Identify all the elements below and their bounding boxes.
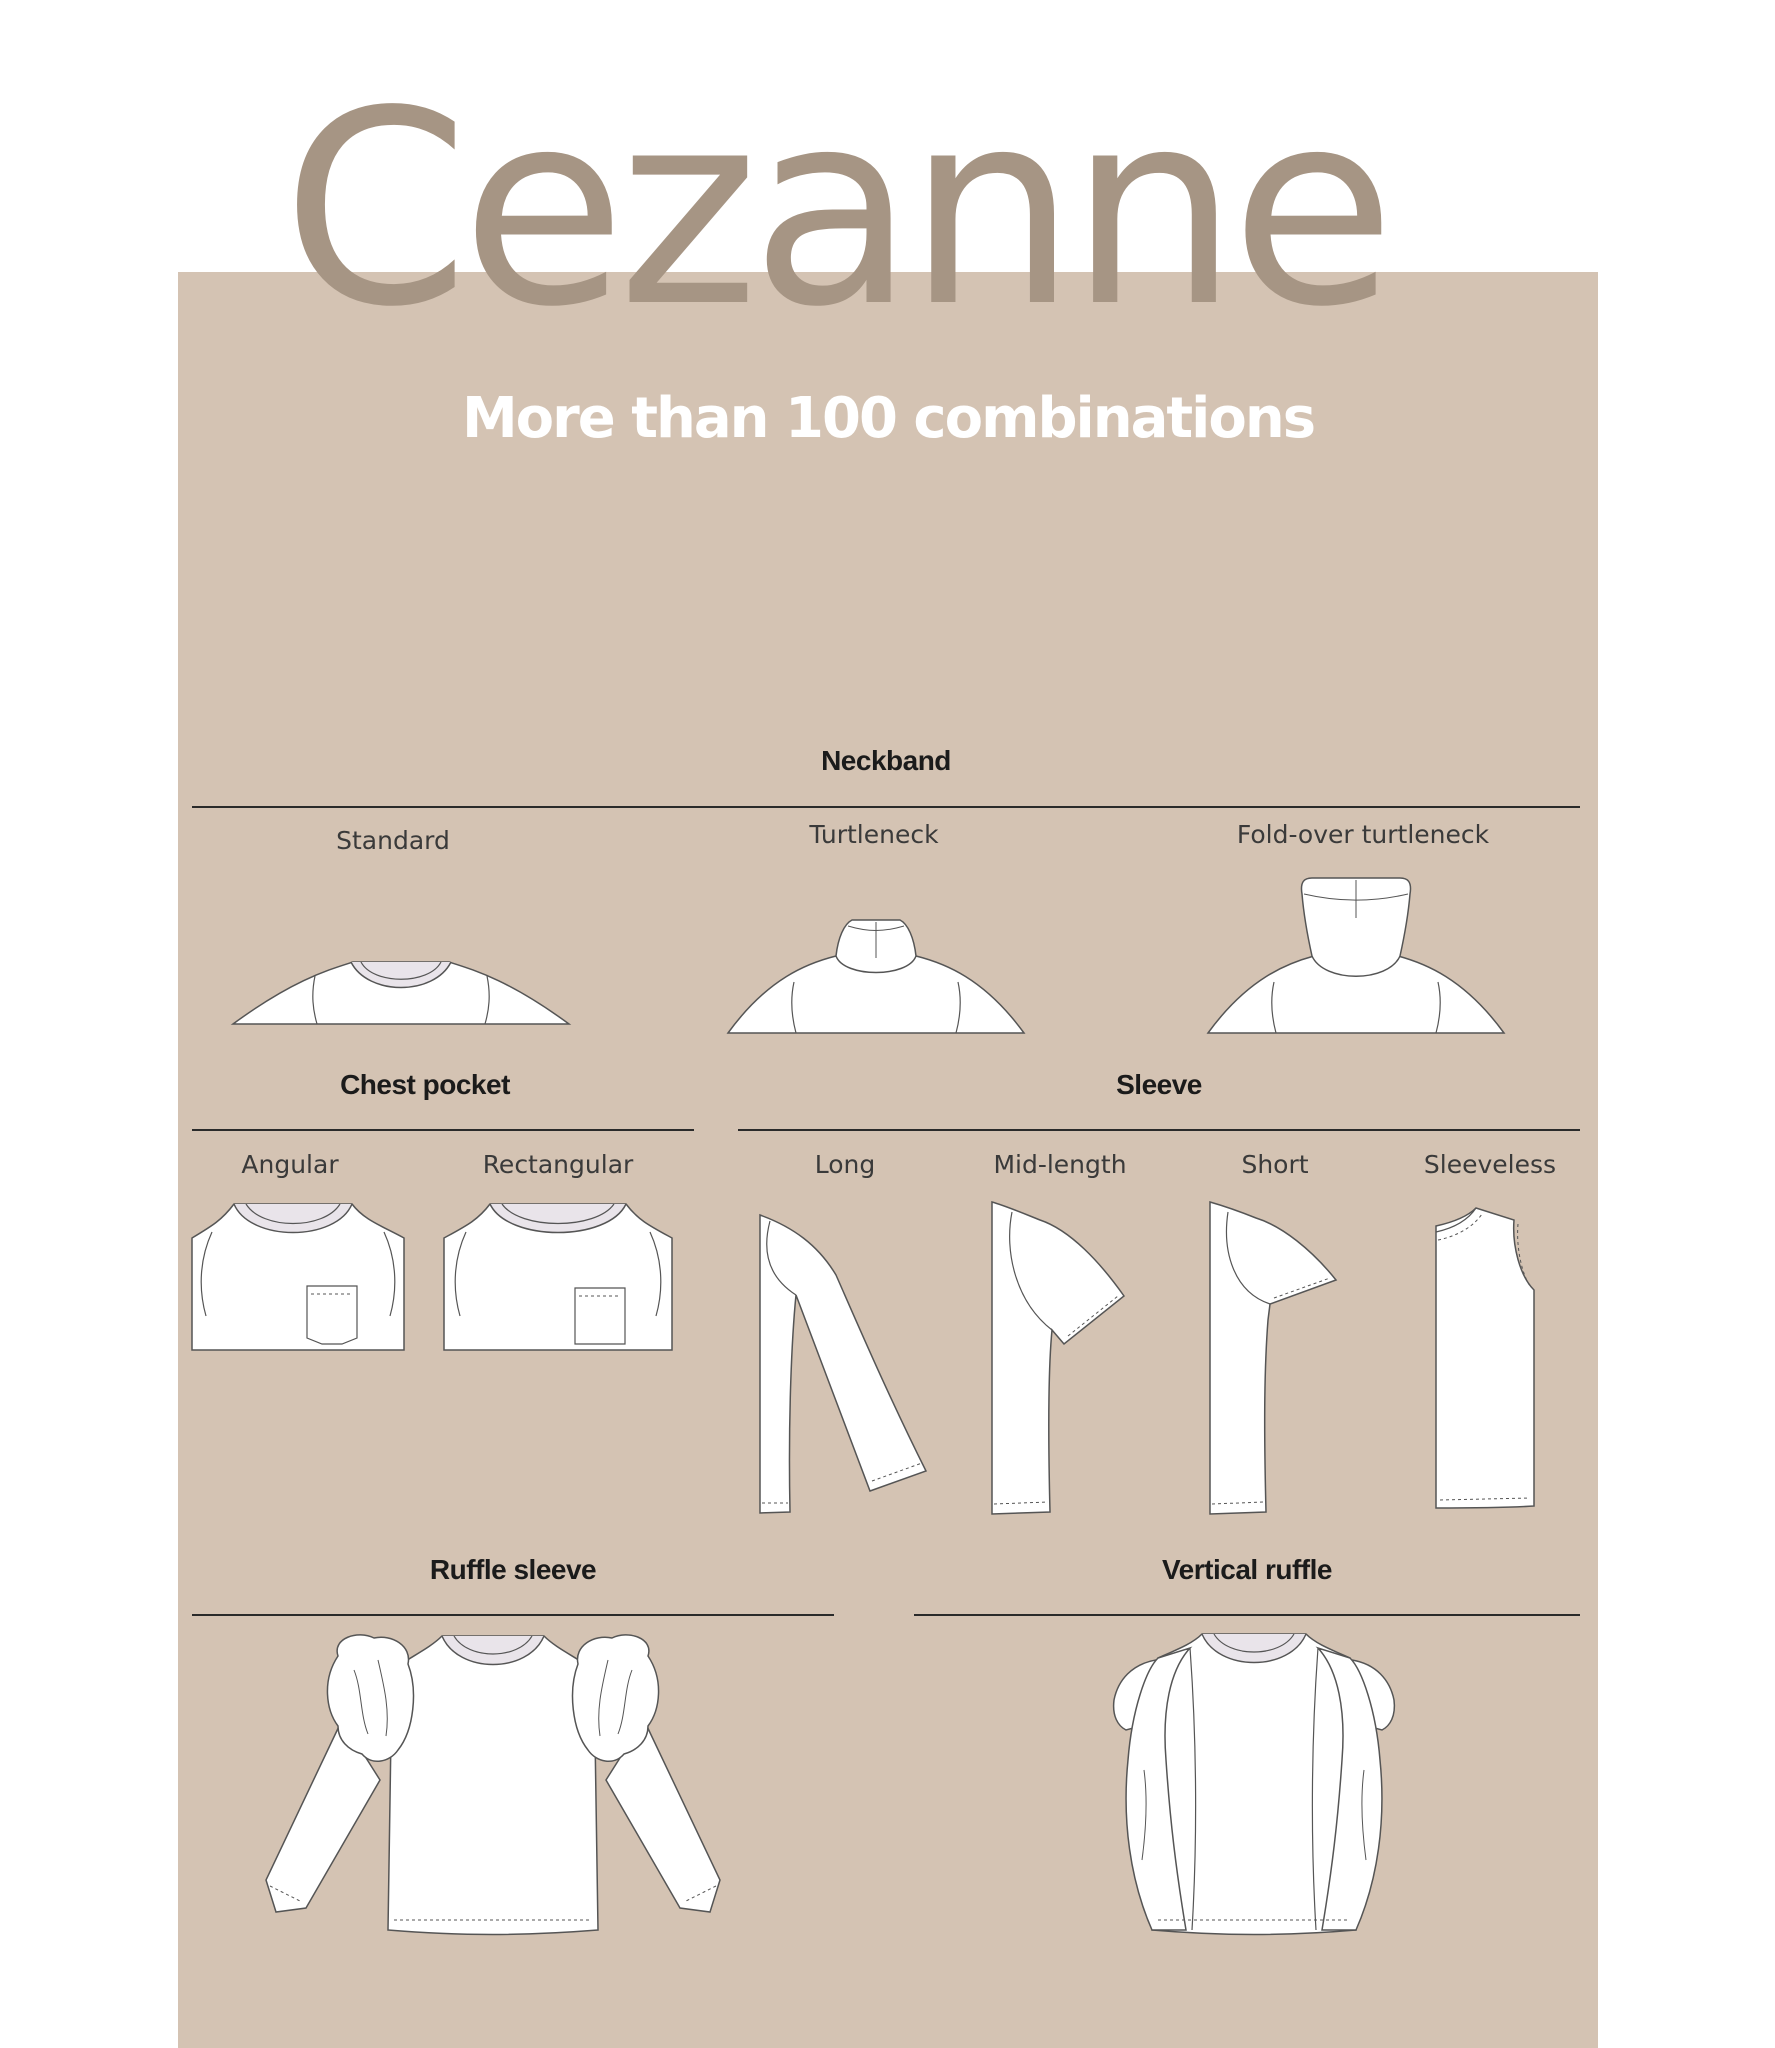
rectangular-pocket-illustration (444, 1198, 672, 1350)
fold-over-turtleneck-illustration (1208, 878, 1504, 1034)
divider-neckband (192, 806, 1580, 808)
option-label-sleeveless: Sleeveless (1423, 1150, 1557, 1179)
angular-pocket-illustration (192, 1198, 404, 1350)
sleeveless-illustration (1434, 1206, 1538, 1514)
divider-ruffle-sleeve (192, 1614, 834, 1616)
option-label-standard: Standard (336, 826, 450, 855)
option-label-short: Short (1241, 1150, 1309, 1179)
pattern-title: Cezanne (282, 54, 1388, 366)
option-label-fold-over-turtleneck: Fold-over turtleneck (1236, 820, 1490, 849)
divider-vertical-ruffle (914, 1614, 1580, 1616)
option-label-rectangular: Rectangular (482, 1150, 634, 1179)
standard-neckband-illustration (233, 950, 569, 1025)
vertical-ruffle-illustration (1106, 1630, 1402, 1940)
section-title-ruffle-sleeve: Ruffle sleeve (429, 1554, 597, 1585)
option-label-angular: Angular (241, 1150, 339, 1179)
long-sleeve-illustration (758, 1215, 928, 1515)
option-label-long: Long (814, 1150, 876, 1179)
subtitle: More than 100 combinations (461, 386, 1315, 451)
section-title-vertical-ruffle: Vertical ruffle (1162, 1554, 1332, 1585)
section-title-neckband: Neckband (821, 745, 951, 776)
ruffle-sleeve-illustration (262, 1630, 724, 1940)
option-label-turtleneck: Turtleneck (809, 820, 939, 849)
divider-chest-pocket (192, 1129, 694, 1131)
short-sleeve-illustration (1208, 1202, 1338, 1516)
section-title-sleeve: Sleeve (1116, 1069, 1202, 1100)
turtleneck-illustration (728, 918, 1024, 1034)
section-title-chest-pocket: Chest pocket (340, 1069, 510, 1100)
mid-length-sleeve-illustration (990, 1202, 1126, 1516)
divider-sleeve (738, 1129, 1580, 1131)
option-label-mid-length: Mid-length (993, 1150, 1127, 1179)
